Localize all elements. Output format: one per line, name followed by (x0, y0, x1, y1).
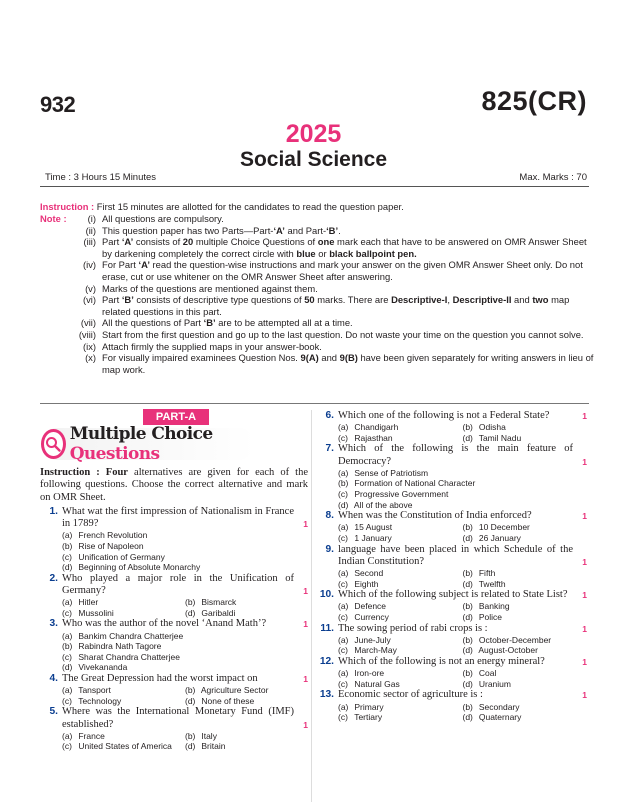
note-item (40, 317, 595, 329)
question-number: 6. (325, 410, 334, 421)
header-divider (40, 186, 589, 187)
option-text: Police (476, 611, 503, 622)
option-item (463, 702, 588, 713)
option-item (463, 635, 588, 646)
max-marks: Max. Marks : 70 (519, 172, 587, 183)
options-list (316, 668, 587, 689)
options-list (316, 422, 587, 443)
question-text: Who played a major role in the Unification of Germany? (62, 572, 294, 596)
option-item (62, 608, 185, 619)
option-text: 26 January (476, 532, 521, 543)
option-key: (a) (338, 522, 349, 533)
option-item (338, 712, 463, 723)
note-item (40, 236, 595, 259)
option-text: Iron-ore (352, 668, 385, 679)
option-text: Primary (352, 701, 384, 712)
question-stem (40, 706, 308, 730)
option-item (338, 635, 463, 646)
option-key: (d) (462, 611, 473, 622)
option-item (338, 668, 463, 679)
option-key: (d) (462, 678, 473, 689)
option-item (463, 522, 588, 533)
option-key: (a) (338, 422, 349, 433)
question-item (316, 623, 587, 656)
option-key: (d) (462, 578, 473, 589)
option-item (338, 522, 463, 533)
question-item (40, 573, 308, 619)
option-item (185, 731, 308, 742)
option-item (463, 668, 588, 679)
question-stem (40, 673, 308, 685)
option-key: (c) (62, 551, 72, 562)
note-number: (iii) (83, 236, 96, 248)
option-text: 10 December (476, 522, 530, 533)
note-item (40, 352, 595, 375)
question-text: What wat the first impression of Nationalism in France in 1789? (62, 506, 294, 530)
question-mark: 1 (582, 556, 587, 567)
note-text: Part ‘A’ consists of 20 multiple Choice Questions of one mark each that have to be answered on OMR Answer Sheet by darkening completely the correct circle with blue or black ballpoint pen. (102, 236, 587, 259)
note-label (40, 283, 78, 295)
option-key: (c) (62, 741, 72, 752)
subject-title: Social Science (239, 148, 388, 171)
options-list (316, 702, 587, 723)
option-key: (b) (185, 730, 196, 741)
option-item (338, 422, 463, 433)
option-key: (d) (62, 662, 73, 673)
option-key: (d) (462, 532, 473, 543)
option-key: (c) (338, 678, 348, 689)
notes-list (40, 213, 595, 375)
option-text: March-May (352, 645, 397, 656)
note-number: (x) (85, 352, 96, 364)
option-key: (a) (338, 567, 349, 578)
option-item (185, 741, 308, 752)
note-item (40, 294, 595, 317)
question-stem (316, 656, 587, 668)
question-item (316, 510, 587, 543)
option-text: Chandigarh (352, 422, 399, 433)
note-item (40, 213, 595, 225)
option-item (338, 679, 463, 690)
question-item (316, 544, 587, 590)
option-item (62, 652, 308, 663)
option-item (62, 696, 185, 707)
option-text: August-October (476, 645, 538, 656)
question-number: 10. (319, 589, 334, 601)
mcq-title-highlight: Questions (69, 444, 160, 464)
question-item (40, 618, 308, 673)
option-key: (d) (462, 712, 473, 723)
column-divider (311, 410, 312, 802)
question-item (40, 673, 308, 706)
question-text: Who was the author of the novel ‘Anand Math’? (62, 618, 267, 630)
time-allowed: Time : 3 Hours 15 Minutes (45, 172, 157, 183)
option-text: Banking (476, 601, 510, 612)
note-text: Marks of the questions are mentioned against them. (102, 282, 318, 294)
option-text: Defence (352, 601, 387, 612)
option-key: (a) (338, 467, 349, 478)
option-text: June-July (352, 634, 391, 645)
options-list (316, 568, 587, 589)
option-item (62, 662, 308, 673)
option-text: Second (352, 567, 384, 578)
option-item (463, 568, 588, 579)
questions-left-column (40, 506, 308, 752)
option-item (62, 530, 308, 541)
question-stem (316, 510, 587, 522)
options-list (316, 635, 587, 656)
note-number: (viii) (78, 328, 96, 340)
option-key: (b) (62, 541, 73, 551)
option-key: (c) (62, 607, 72, 618)
note-text: All the questions of Part ‘B’ are to be attempted all at a time. (102, 317, 353, 329)
option-text: Bankim Chandra Chatterjee (76, 630, 184, 641)
question-number: 4. (49, 672, 58, 684)
option-text: All of the above (352, 499, 413, 510)
option-text: Italy (199, 730, 217, 741)
note-label (40, 294, 78, 317)
option-text: France (76, 730, 105, 741)
option-text: None of these (199, 695, 255, 706)
note-text: Part ‘B’ consists of descriptive type questions of 50 marks. There are Descriptive-I, Descriptive-II and two map related questions in this part. (102, 294, 570, 317)
note-number: (vii) (80, 317, 96, 329)
question-stem (316, 410, 587, 422)
question-mark: 1 (582, 456, 587, 467)
note-label (40, 225, 78, 237)
question-text: The Great Depression had the worst impact on (62, 672, 258, 684)
question-text: Which of the following subject is related to State List? (338, 589, 568, 601)
question-mark: 1 (303, 719, 308, 730)
option-key: (a) (338, 634, 349, 645)
option-item (185, 685, 308, 696)
option-text: Mussolini (76, 607, 114, 618)
option-item (185, 597, 308, 608)
note-number: (ii) (85, 224, 96, 236)
option-text: Coal (476, 668, 497, 679)
option-key: (d) (462, 432, 473, 443)
mcq-title-plain: Multiple Choice (69, 424, 213, 444)
option-item (338, 612, 463, 623)
note-item (40, 329, 595, 341)
options-list (40, 685, 308, 706)
option-text: 15 August (352, 522, 393, 533)
option-item (463, 645, 588, 656)
option-text: Hitler (76, 597, 99, 608)
option-item (62, 731, 185, 742)
option-item (338, 500, 587, 511)
note-text: All questions are compulsory. (102, 213, 224, 224)
question-stem (40, 618, 308, 630)
notes-divider (40, 403, 589, 404)
options-list (40, 530, 308, 572)
question-mark: 1 (582, 411, 587, 421)
note-label: Note : (40, 213, 67, 224)
option-key: (b) (185, 685, 196, 696)
option-key: (b) (462, 422, 473, 433)
mcq-badge-icon (41, 429, 66, 459)
option-item (463, 533, 588, 544)
question-number: 2. (49, 572, 58, 584)
questions-right-column (316, 410, 587, 723)
question-number: 7. (325, 443, 334, 455)
instruction-text: First 15 minutes are allotted for the candidates to read the question paper. (96, 201, 404, 212)
option-key: (a) (62, 730, 73, 741)
note-label (40, 236, 78, 259)
option-key: (d) (62, 562, 73, 573)
options-list (40, 597, 308, 618)
question-mark: 1 (582, 690, 587, 701)
option-item (62, 562, 308, 573)
note-label (40, 341, 78, 353)
option-key: (a) (62, 630, 73, 641)
question-text: Which of the following is not an energy mineral? (338, 655, 545, 667)
mcq-title (70, 424, 255, 464)
question-number: 1. (49, 506, 58, 517)
option-text: Britain (199, 741, 226, 752)
question-item (316, 443, 587, 510)
option-text: Bismarck (199, 597, 237, 608)
option-text: Natural Gas (352, 678, 400, 689)
question-mark: 1 (582, 511, 587, 522)
option-key: (c) (338, 432, 348, 443)
option-item (62, 597, 185, 608)
general-instruction (40, 201, 590, 212)
option-text: Tertiary (352, 712, 383, 723)
paper-code-right: 825(CR) (481, 86, 587, 116)
part-a-label: PART-A (143, 409, 209, 425)
question-stem (316, 544, 587, 568)
option-item (338, 533, 463, 544)
question-mark: 1 (582, 590, 587, 601)
question-stem (316, 689, 587, 701)
option-key: (d) (338, 499, 349, 510)
option-text: Tamil Nadu (476, 432, 522, 443)
option-item (185, 696, 308, 707)
option-item (463, 612, 588, 623)
option-item (62, 552, 308, 563)
option-item (463, 712, 588, 723)
option-text: Rise of Napoleon (76, 541, 144, 551)
option-text: Rajasthan (352, 432, 393, 443)
note-number: (v) (85, 282, 96, 294)
option-key: (b) (62, 641, 73, 652)
question-stem (316, 443, 587, 467)
option-key: (c) (338, 532, 348, 543)
options-list (40, 631, 308, 673)
question-mark: 1 (582, 623, 587, 634)
option-key: (b) (185, 597, 196, 608)
option-text: Sense of Patriotism (352, 467, 429, 478)
mcq-instruction-bold: Instruction : Four (40, 467, 128, 478)
question-text: Which of the following is the main feature of Democracy? (338, 443, 573, 467)
question-text: The sowing period of rabi crops is : (338, 622, 488, 634)
note-text: Start from the first question and go up to the last question. Do not waste your time on the question you cannot solve. (102, 328, 584, 340)
option-text: Currency (352, 611, 389, 622)
option-key: (c) (338, 611, 348, 622)
question-text: Economic sector of agriculture is : (338, 689, 483, 701)
question-number: 13. (319, 689, 334, 701)
question-text: Which one of the following is not a Federal State? (338, 410, 550, 421)
note-text: This question paper has two Parts—Part-‘A’ and Part-‘B’. (102, 224, 341, 236)
option-item (338, 702, 463, 713)
option-key: (a) (338, 601, 349, 612)
option-item (338, 579, 463, 590)
option-text: Odisha (476, 422, 506, 433)
note-label (40, 352, 78, 375)
question-text: When was the Constitution of India enforced? (338, 510, 532, 522)
option-text: Rabindra Nath Tagore (76, 641, 162, 652)
note-item (40, 225, 595, 237)
instruction-label: Instruction : (40, 201, 95, 212)
option-item (185, 608, 308, 619)
exam-year: 2025 (285, 120, 342, 148)
option-key: (b) (338, 478, 349, 489)
question-item (316, 656, 587, 689)
option-key: (a) (338, 701, 349, 712)
option-item (62, 741, 185, 752)
option-text: Twelfth (476, 578, 506, 589)
option-item (463, 422, 588, 433)
option-item (338, 468, 587, 479)
option-item (463, 433, 588, 444)
note-number: (vi) (82, 294, 96, 306)
option-text: Unification of Germany (76, 551, 165, 562)
option-item (62, 631, 308, 642)
option-text: Progressive Government (352, 488, 449, 499)
question-item (316, 589, 587, 622)
option-text: Uranium (476, 678, 511, 689)
question-item (40, 506, 308, 573)
option-key: (c) (338, 645, 348, 656)
option-item (62, 641, 308, 652)
question-mark: 1 (303, 619, 308, 630)
option-text: Vivekananda (76, 662, 128, 673)
option-item (338, 478, 587, 489)
option-key: (b) (462, 522, 473, 533)
note-label (40, 329, 78, 341)
note-item (40, 341, 595, 353)
option-item (463, 601, 588, 612)
option-text: Agriculture Sector (199, 685, 269, 696)
option-item (338, 433, 463, 444)
question-text: Where was the International Monetary Fund (IMF) established? (62, 706, 294, 730)
option-key: (d) (185, 695, 196, 706)
question-text: language have been placed in which Schedule of the Indian Constitution? (338, 543, 573, 567)
note-label (40, 259, 78, 282)
question-stem (316, 623, 587, 635)
question-item (316, 689, 587, 722)
options-list (316, 468, 587, 510)
option-key: (c) (62, 695, 72, 706)
option-text: Beginning of Absolute Monarchy (76, 562, 201, 573)
note-number: (i) (87, 213, 96, 224)
option-key: (b) (462, 668, 473, 679)
option-key: (b) (462, 701, 473, 712)
option-text: Eighth (352, 578, 379, 589)
option-key: (a) (62, 597, 73, 608)
question-number: 3. (49, 618, 58, 630)
question-item (40, 706, 308, 752)
option-item (338, 568, 463, 579)
note-item (40, 259, 595, 282)
option-text: 1 January (352, 532, 392, 543)
question-mark: 1 (303, 585, 308, 596)
option-key: (c) (338, 578, 348, 589)
options-list (316, 522, 587, 543)
note-item (40, 283, 595, 295)
question-mark: 1 (582, 656, 587, 667)
option-text: Secondary (476, 701, 520, 712)
options-list (40, 731, 308, 752)
question-number: 5. (49, 706, 58, 718)
option-key: (b) (462, 601, 473, 612)
option-key: (a) (62, 685, 73, 696)
option-text: Quaternary (476, 712, 522, 723)
mcq-instruction-text: alternatives are given for each of the following questions. Choose the correct alternative and mark on OMR Sheet. (40, 467, 308, 503)
question-number: 8. (325, 510, 334, 522)
option-text: Sharat Chandra Chatterjee (76, 651, 180, 662)
option-item (62, 541, 308, 552)
option-item (338, 645, 463, 656)
options-list (316, 601, 587, 622)
option-key: (c) (338, 712, 348, 723)
magnifier-icon (45, 436, 61, 452)
question-number: 11. (320, 622, 334, 634)
option-key: (d) (462, 645, 473, 656)
option-item (62, 685, 185, 696)
option-key: (d) (185, 607, 196, 618)
option-key: (c) (338, 488, 348, 499)
note-text: For visually impaired examinees Question Nos. 9(A) and 9(B) have been given separately for writing answers in lieu of map work. (102, 352, 594, 375)
question-item (316, 410, 587, 443)
option-text: October-December (476, 634, 552, 645)
option-item (338, 489, 587, 500)
option-text: Fifth (476, 567, 496, 578)
note-label (40, 317, 78, 329)
question-number: 12. (319, 655, 334, 667)
option-text: Technology (76, 695, 122, 706)
note-number: (iv) (82, 259, 96, 271)
note-text: Attach firmly the supplied maps in your answer-book. (102, 340, 322, 352)
option-key: (a) (338, 668, 349, 679)
option-text: Tansport (76, 685, 111, 696)
option-text: Formation of National Character (352, 478, 476, 489)
mcq-instruction (40, 467, 308, 504)
option-key: (c) (62, 651, 72, 662)
question-stem (40, 506, 308, 530)
mcq-heading (41, 424, 255, 464)
question-mark: 1 (303, 673, 308, 684)
option-item (463, 679, 588, 690)
option-key: (a) (62, 530, 73, 541)
question-stem (40, 573, 308, 597)
option-text: United States of America (76, 741, 172, 752)
note-number: (ix) (82, 340, 96, 352)
option-text: Garibaldi (199, 607, 236, 618)
note-text: For Part ‘A’ read the question-wise instructions and mark your answer on the given OMR Answer Sheet only. Do not erase, cut or use whitener on the OMR Answer Sheet after answering. (102, 259, 583, 282)
option-key: (b) (462, 567, 473, 578)
option-item (463, 579, 588, 590)
option-key: (d) (185, 741, 196, 752)
question-mark: 1 (303, 519, 308, 530)
option-text: French Revolution (76, 530, 148, 541)
paper-code-left: 932 (40, 92, 76, 117)
question-stem (316, 589, 587, 601)
option-item (338, 601, 463, 612)
option-key: (b) (462, 634, 473, 645)
question-number: 9. (325, 543, 334, 555)
